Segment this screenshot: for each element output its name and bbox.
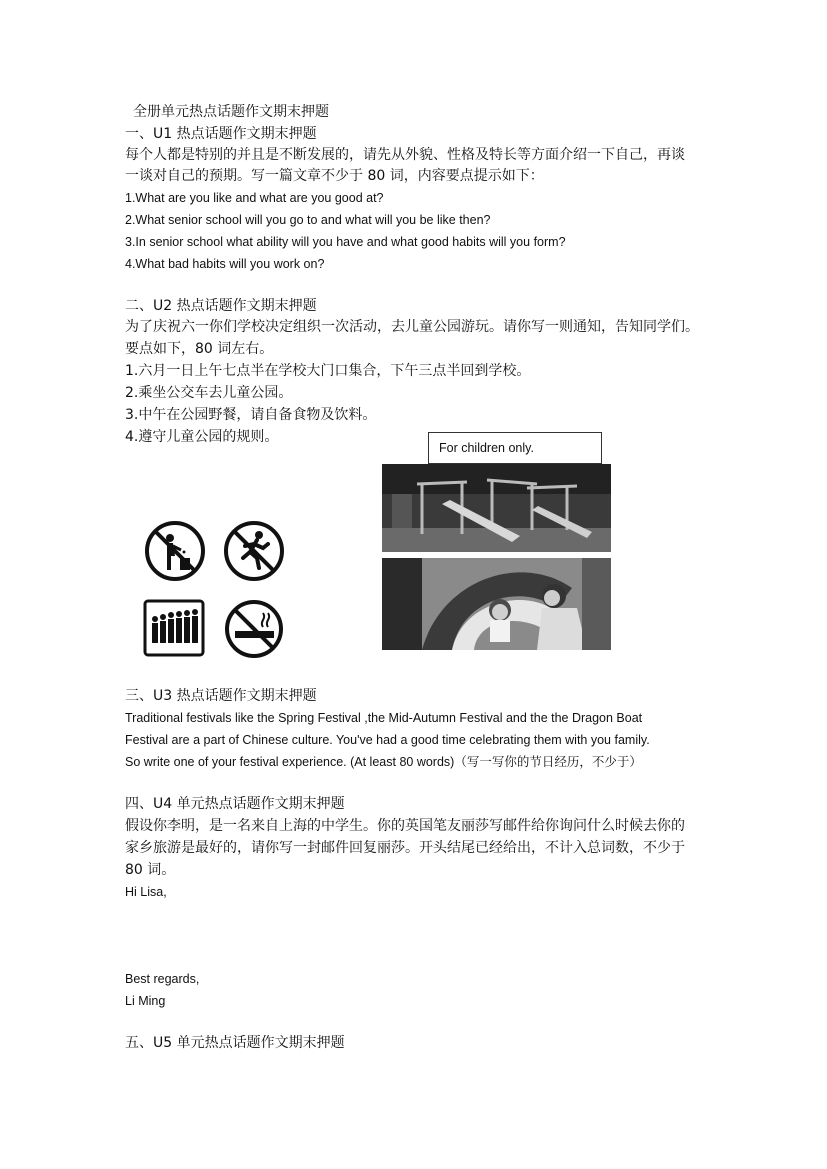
slide-children-photo bbox=[382, 558, 611, 650]
u2-point: 1.六月一日上午七点半在学校大门口集合，下午三点半回到学校。 bbox=[125, 363, 531, 379]
document-title: 全册单元热点话题作文期末押题 bbox=[133, 104, 329, 120]
no-littering-icon bbox=[144, 520, 206, 582]
u1-point: 4.What bad habits will you work on? bbox=[125, 257, 325, 271]
u1-point: 1.What are you like and what are you good at? bbox=[125, 191, 384, 205]
children-only-callout: For children only. bbox=[428, 432, 602, 464]
u4-line: 假设你李明，是一名来自上海的中学生。你的英国笔友丽莎写邮件给你询问什么时候去你的 bbox=[125, 818, 685, 834]
u1-prompt-line: 每个人都是特别的并且是不断发展的，请先从外貌、性格及特长等方面介绍一下自己，再谈 bbox=[125, 147, 685, 163]
no-running-icon bbox=[223, 520, 285, 582]
u1-point: 3.In senior school what ability will you have and what good habits will you form? bbox=[125, 235, 566, 249]
u2-heading: 二、U2 热点话题作文期末押题 bbox=[125, 298, 317, 314]
playground-photo bbox=[382, 464, 611, 552]
queue-up-icon bbox=[143, 599, 205, 657]
u3-line: Traditional festivals like the Spring Festival ,the Mid-Autumn Festival and the the Dragon Boat bbox=[125, 711, 643, 725]
u4-line: 家乡旅游是最好的，请你写一封邮件回复丽莎。开头结尾已经给出，不计入总词数，不少于 bbox=[125, 840, 685, 856]
email-signature: Li Ming bbox=[125, 994, 166, 1008]
u2-point: 3.中午在公园野餐，请自备食物及饮料。 bbox=[125, 407, 377, 423]
u2-point: 2.乘坐公交车去儿童公园。 bbox=[125, 385, 293, 401]
email-greeting: Hi Lisa, bbox=[125, 885, 167, 899]
u4-heading: 四、U4 单元热点话题作文期末押题 bbox=[125, 796, 345, 812]
email-closing: Best regards, bbox=[125, 972, 200, 986]
u3-line: So write one of your festival experience. (At least 80 words)（写一写你的节日经历，不少于） bbox=[125, 755, 642, 769]
u2-prompt-line: 要点如下，80 词左右。 bbox=[125, 341, 274, 357]
u5-heading: 五、U5 单元热点话题作文期末押题 bbox=[125, 1035, 345, 1051]
u2-prompt-line: 为了庆祝六一你们学校决定组织一次活动，去儿童公园游玩。请你写一则通知，告知同学们。 bbox=[125, 319, 699, 335]
u4-line: 80 词。 bbox=[125, 862, 176, 878]
no-smoking-icon bbox=[223, 599, 285, 659]
u1-prompt-line: 一谈对自己的预期。写一篇文章不少于 80 词，内容要点提示如下： bbox=[125, 168, 544, 184]
u3-heading: 三、U3 热点话题作文期末押题 bbox=[125, 688, 317, 704]
u1-heading: 一、U1 热点话题作文期末押题 bbox=[125, 126, 317, 142]
u1-point: 2.What senior school will you go to and what will you be like then? bbox=[125, 213, 491, 227]
u2-point: 4.遵守儿童公园的规则。 bbox=[125, 429, 279, 445]
u3-line: Festival are a part of Chinese culture. You've had a good time celebrating them with you family. bbox=[125, 733, 650, 747]
